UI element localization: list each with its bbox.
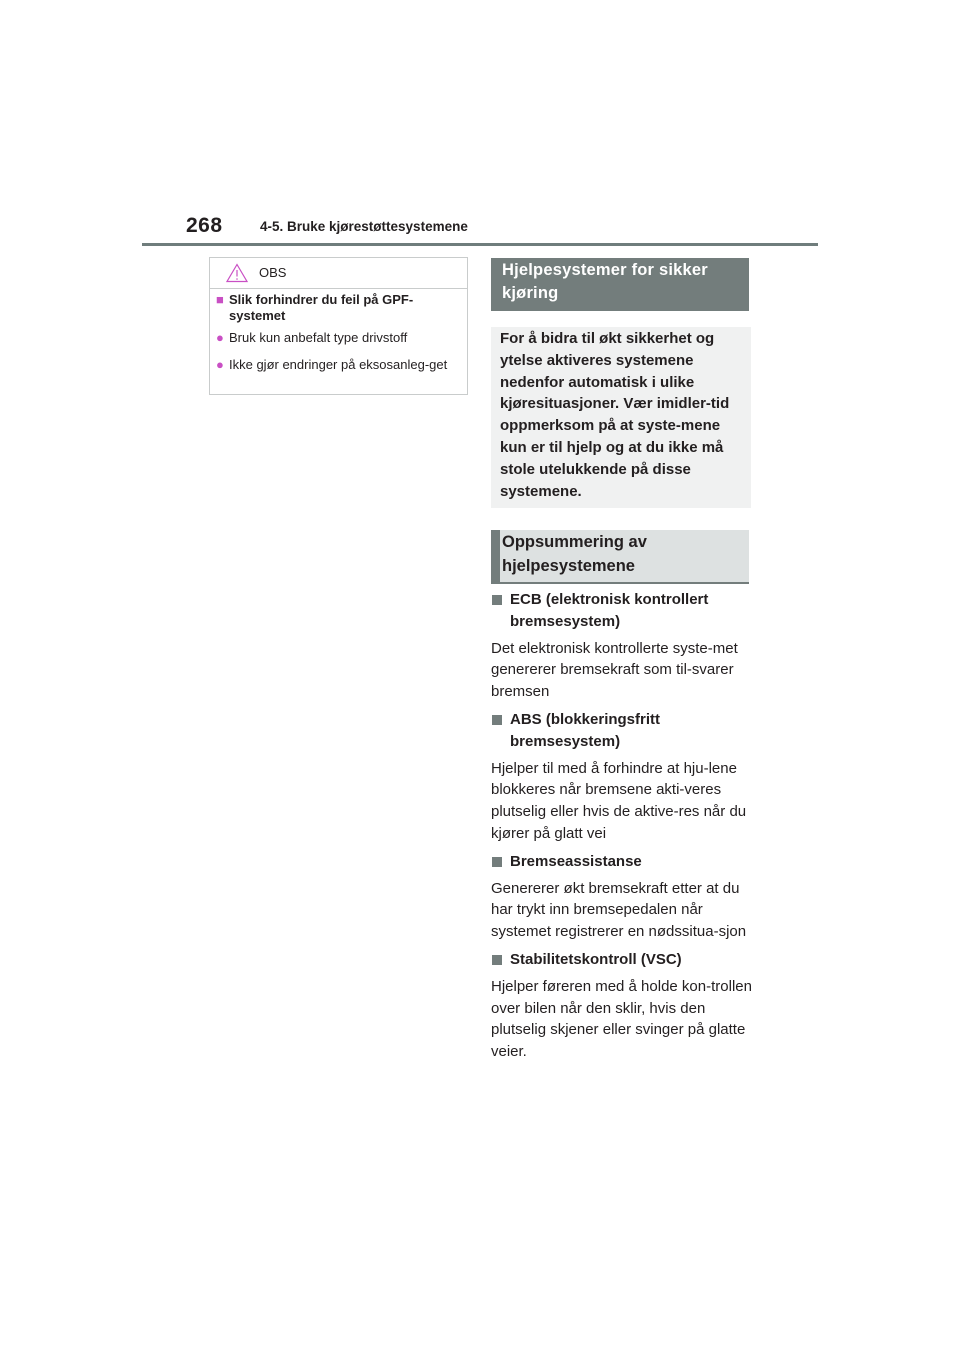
obs-item-text: Bruk kun anbefalt type drivstoff — [229, 330, 408, 345]
system-title — [491, 949, 753, 971]
obs-item — [216, 330, 462, 346]
square-bullet-icon — [492, 715, 502, 725]
obs-item — [216, 292, 462, 324]
intro-box: For å bidra til økt sikkerhet og ytelse aktiveres systemene nedenfor automatisk i ulike kjøresituasjoner. Vær imidler-tid oppmerksom på at syste-mene kun er til hjelp og at du ikke må stole utelukkende på disse systemene. — [491, 327, 751, 508]
system-title-text: Bremseassistanse — [510, 852, 642, 870]
square-bullet-icon: ■ — [216, 292, 224, 307]
system-title-text: Stabilitetskontroll (VSC) — [510, 950, 682, 968]
system-description: Genererer økt bremsekraft etter at du har trykt inn bremsepedalen når systemet registrerer en nødssitua-sjon — [491, 879, 747, 941]
obs-list — [216, 292, 462, 384]
warning-triangle-icon — [226, 263, 248, 283]
system-title — [491, 709, 753, 753]
obs-item-text: Ikke gjør endringer på eksosanleg-get — [229, 357, 448, 372]
subheading: Oppsummering av hjelpesystemene — [491, 530, 749, 584]
system-title-text: ABS (blokkeringsfritt bremsesystem) — [510, 710, 661, 750]
circle-bullet-icon: ● — [216, 330, 224, 345]
system-description: Det elektronisk kontrollerte syste-met genererer bremsekraft som til-svarer bremsen — [491, 639, 738, 701]
square-bullet-icon — [492, 857, 502, 867]
obs-header — [210, 258, 467, 289]
circle-bullet-icon: ● — [216, 357, 224, 372]
obs-label: OBS — [259, 265, 287, 280]
system-description: Hjelper føreren med å holde kon-trollen over bilen når den sklir, hvis den plutselig skjener eller svinger på glatte veier. — [491, 977, 752, 1061]
obs-item-text: Slik forhindrer du feil på GPF-systemet — [229, 292, 414, 323]
page-number: 268 — [186, 214, 223, 237]
square-bullet-icon — [492, 595, 502, 605]
system-title — [491, 589, 753, 633]
system-title — [491, 851, 753, 873]
header-divider — [142, 243, 818, 246]
section-title: 4-5. Bruke kjørestøttesystemene — [260, 219, 468, 234]
obs-notice-box — [209, 257, 468, 395]
main-heading: Hjelpesystemer for sikker kjøring — [491, 258, 749, 311]
obs-item — [216, 357, 462, 373]
system-title-text: ECB (elektronisk kontrollert bremsesystem) — [510, 591, 709, 630]
systems-list — [491, 589, 753, 1069]
square-bullet-icon — [492, 955, 502, 965]
system-description: Hjelper til med å forhindre at hju-lene blokkeres når bremsene akti-veres plutselig eller hvis de aktive-res når du kjører på glatt vei — [491, 759, 747, 842]
